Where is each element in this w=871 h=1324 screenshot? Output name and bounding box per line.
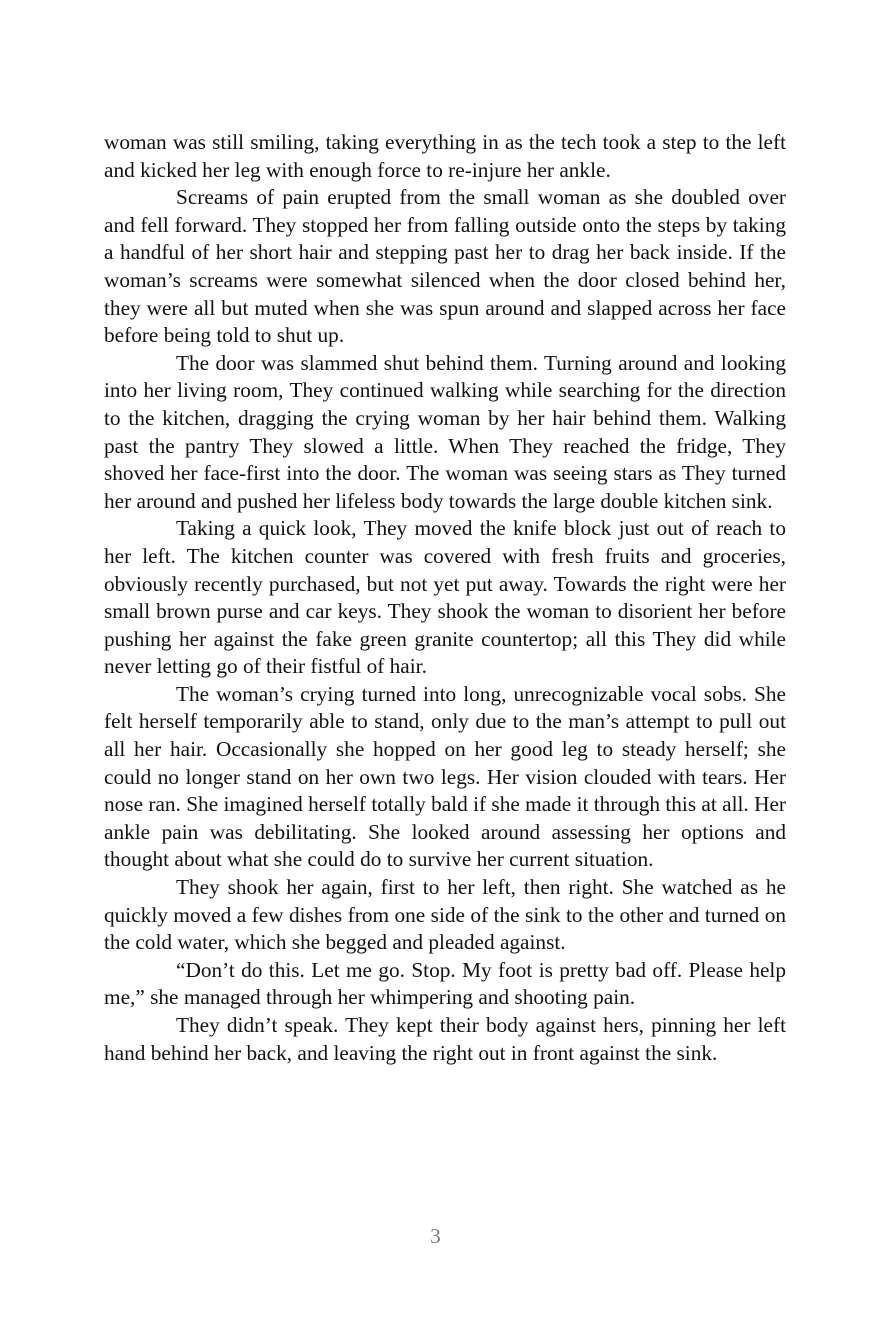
paragraph-continued: woman was still smiling, taking everything in as the tech took a step to the left and kicked her leg with enough force to re-injure her ankle. (104, 130, 786, 182)
paragraph: The woman’s crying turned into long, unrecognizable vocal sobs. She felt herself temporarily able to stand, only due to the man’s attempt to pull out all her hair. Occasionally she hopped on her good leg to steady herself; she could no longer stand on her own two legs. Her vision clouded with tears. Her nose ran. She imagined herself totally bald if she made it through this at all. Her ankle pain was debilitating. She looked around assessing her options and thought about what she could do to survive her current situation. (104, 681, 786, 872)
paragraph: “Don’t do this. Let me go. Stop. My foot is pretty bad off. Please help me,” she managed through her whimpering and shooting pain. (104, 957, 786, 1010)
paragraph: Screams of pain erupted from the small woman as she doubled over and fell forward. They stopped her from falling outside onto the steps by taking a handful of her short hair and stepping past her to drag her back inside. If the woman’s screams were somewhat silenced when the door closed behind her, they were all but muted when she was spun around and slapped across her face before being told to shut up. (104, 185, 786, 348)
paragraph: They didn’t speak. They kept their body against hers, pinning her left hand behind her back, and leaving the right out in front against the sink. (104, 1013, 786, 1065)
paragraph: The door was slammed shut behind them. Turning around and looking into her living room, They continued walking while searching for the direction to the kitchen, dragging the crying woman by her hair behind them. Walking past the pantry They slowed a little. When They reached the fridge, They shoved her face-first into the door. The woman was seeing stars as They turned her around and pushed her lifeless body towards the large double kitchen sink. (104, 350, 786, 513)
page-number: 3 (430, 1224, 441, 1248)
body-text (104, 129, 786, 1067)
paragraph: Taking a quick look, They moved the knife block just out of reach to her left. The kitchen counter was covered with fresh fruits and groceries, obviously recently purchased, but not yet put away. Towards the right were her small brown purse and car keys. They shook the woman to disorient her before pushing her against the fake green granite countertop; all this They did while never letting go of their fistful of hair. (104, 516, 786, 679)
paragraph: They shook her again, first to her left, then right. She watched as he quickly moved a few dishes from one side of the sink to the other and turned on the cold water, which she begged and pleaded against. (104, 875, 786, 955)
